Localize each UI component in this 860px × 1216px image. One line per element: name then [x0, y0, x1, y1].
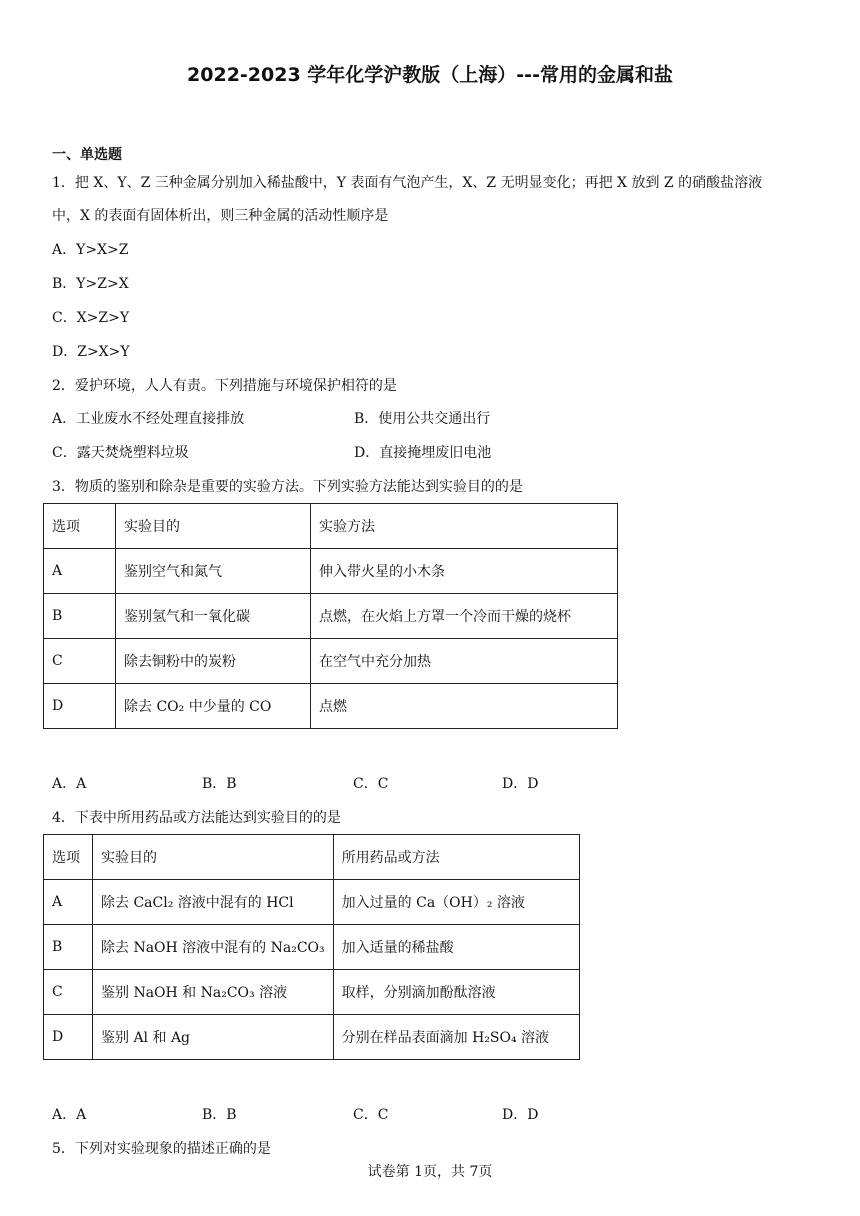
table-cell: 鉴别氢气和一氧化碳 [116, 594, 311, 639]
table-header-cell: 选项 [44, 835, 93, 880]
table-header-cell: 实验目的 [93, 835, 334, 880]
table-row [44, 1015, 580, 1060]
table-cell: A [44, 880, 93, 925]
question-4-answer-a: A．A [52, 1107, 87, 1123]
table-cell: 除去 CaCl₂ 溶液中混有的 HCl [93, 880, 334, 925]
question-2-option-b: B．使用公共交通出行 [354, 411, 491, 427]
table-cell: 取样，分别滴加酚酞溶液 [333, 970, 579, 1015]
table-cell: 加入适量的稀盐酸 [333, 925, 579, 970]
question-3-stem: 3．物质的鉴别和除杂是重要的实验方法。下列实验方法能达到实验目的的是 [52, 479, 523, 495]
table-cell: D [44, 1015, 93, 1060]
table-header-cell: 实验目的 [116, 504, 311, 549]
table-cell: 点燃 [311, 684, 618, 729]
question-4-answer-c: C．C [353, 1107, 389, 1123]
table-header-row [44, 504, 618, 549]
page-footer: 试卷第 1页，共 7页 [367, 1164, 493, 1180]
table-row [44, 594, 618, 639]
table-cell: B [44, 925, 93, 970]
table-cell: 点燃，在火焰上方罩一个冷而干燥的烧杯 [311, 594, 618, 639]
table-cell: 分别在样品表面滴加 H₂SO₄ 溶液 [333, 1015, 579, 1060]
question-2-option-a: A．工业废水不经处理直接排放 [52, 411, 245, 427]
question-5-stem: 5．下列对实验现象的描述正确的是 [52, 1141, 271, 1157]
question-2-option-d: D．直接掩埋废旧电池 [354, 445, 492, 461]
table-row [44, 684, 618, 729]
table-cell: 加入过量的 Ca（OH）₂ 溶液 [333, 880, 579, 925]
question-1-option-a: A．Y>X>Z [52, 242, 129, 258]
question-1-option-c: C．X>Z>Y [52, 310, 130, 326]
page-title: 2022-2023 学年化学沪教版（上海）---常用的金属和盐 [187, 64, 673, 86]
table-cell: A [44, 549, 116, 594]
question-1-stem-line-1: 1．把 X、Y、Z 三种金属分别加入稀盐酸中，Y 表面有气泡产生，X、Z 无明显变化；再把 X 放到 Z 的硝酸盐溶液 [52, 175, 763, 191]
question-4-stem: 4．下表中所用药品或方法能达到实验目的的是 [52, 810, 341, 826]
table-row [44, 970, 580, 1015]
table-header-cell: 所用药品或方法 [333, 835, 579, 880]
section-heading: 一、单选题 [52, 147, 122, 163]
table-cell: 除去铜粉中的炭粉 [116, 639, 311, 684]
table-row [44, 639, 618, 684]
question-1-stem-line-2: 中，X 的表面有固体析出，则三种金属的活动性顺序是 [52, 208, 389, 224]
question-3-answer-d: D．D [502, 776, 539, 792]
table-row [44, 549, 618, 594]
table-cell: 在空气中充分加热 [311, 639, 618, 684]
table-header-cell: 选项 [44, 504, 116, 549]
table-cell: 伸入带火星的小木条 [311, 549, 618, 594]
question-4-answer-d: D．D [502, 1107, 539, 1123]
table-header-cell: 实验方法 [311, 504, 618, 549]
table-cell: C [44, 970, 93, 1015]
table-row [44, 880, 580, 925]
table-cell: 鉴别 NaOH 和 Na₂CO₃ 溶液 [93, 970, 334, 1015]
table-cell: B [44, 594, 116, 639]
table-cell: C [44, 639, 116, 684]
question-3-answer-c: C．C [353, 776, 389, 792]
question-4-answer-b: B．B [202, 1107, 237, 1123]
table-cell: 鉴别 Al 和 Ag [93, 1015, 334, 1060]
table-cell: 除去 CO₂ 中少量的 CO [116, 684, 311, 729]
question-2-option-c: C．露天焚烧塑料垃圾 [52, 445, 189, 461]
question-3-answer-b: B．B [202, 776, 237, 792]
question-1-option-d: D．Z>X>Y [52, 344, 130, 360]
table-cell: D [44, 684, 116, 729]
table-cell: 除去 NaOH 溶液中混有的 Na₂CO₃ [93, 925, 334, 970]
question-1-option-b: B．Y>Z>X [52, 276, 129, 292]
table-cell: 鉴别空气和氮气 [116, 549, 311, 594]
table-row [44, 925, 580, 970]
question-3-table [43, 503, 618, 729]
question-3-answer-a: A．A [52, 776, 87, 792]
question-2-stem: 2．爱护环境，人人有责。下列措施与环境保护相符的是 [52, 378, 397, 394]
question-4-table [43, 834, 580, 1060]
table-header-row [44, 835, 580, 880]
